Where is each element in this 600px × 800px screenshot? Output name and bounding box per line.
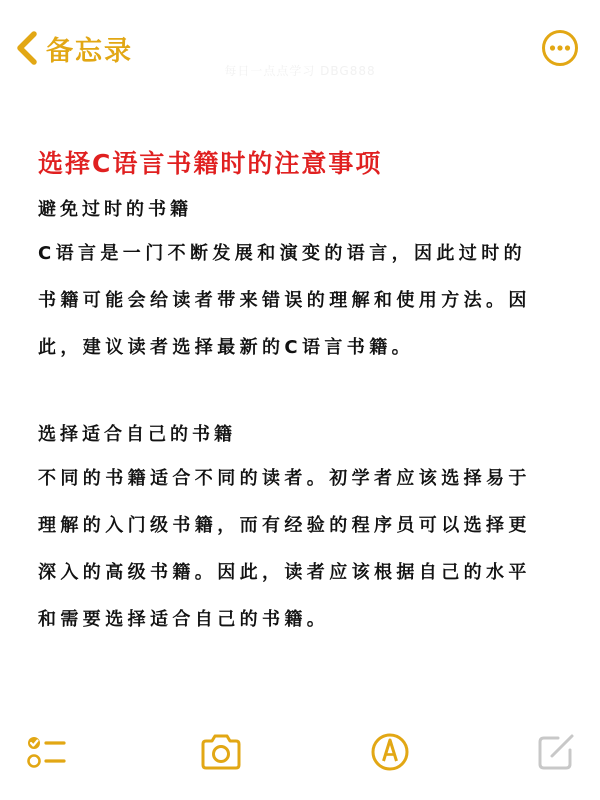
checklist-icon bbox=[22, 728, 70, 776]
section-heading: 选择适合自己的书籍 bbox=[38, 424, 236, 445]
paragraph-line: 理解的入门级书籍，而有经验的程序员可以选择更 bbox=[38, 515, 531, 536]
note-content[interactable] bbox=[38, 142, 568, 643]
paragraph-line: 书籍可能会给读者带来错误的理解和使用方法。因 bbox=[38, 290, 531, 311]
paragraph-line: 和需要选择适合自己的书籍。 bbox=[38, 609, 330, 630]
paragraph-line: C语言是一门不断发展和演变的语言，因此过时的 bbox=[38, 243, 527, 264]
section-paragraph bbox=[38, 230, 568, 371]
note-title: 选择C语言书籍时的注意事项 bbox=[38, 149, 383, 178]
more-options-button[interactable] bbox=[540, 28, 580, 68]
ellipsis-circle-icon bbox=[540, 28, 580, 68]
paragraph-line: 深入的高级书籍。因此，读者应该根据自己的水平 bbox=[38, 562, 531, 583]
watermark-text: 每日一点点学习 DBG888 bbox=[224, 64, 376, 78]
back-button[interactable] bbox=[12, 22, 133, 74]
compose-button[interactable] bbox=[532, 728, 580, 776]
section-heading: 避免过时的书籍 bbox=[38, 199, 192, 220]
bottom-toolbar bbox=[0, 722, 600, 780]
paragraph-line: 不同的书籍适合不同的读者。初学者应该选择易于 bbox=[38, 468, 531, 489]
camera-button[interactable] bbox=[197, 728, 245, 776]
camera-icon bbox=[197, 728, 245, 776]
compose-icon bbox=[532, 728, 580, 776]
checklist-button[interactable] bbox=[22, 728, 70, 776]
paragraph-line: 此，建议读者选择最新的C语言书籍。 bbox=[38, 337, 415, 358]
chevron-left-icon bbox=[12, 28, 42, 68]
markup-pen-icon bbox=[366, 728, 414, 776]
section-paragraph bbox=[38, 455, 568, 643]
back-label: 备忘录 bbox=[46, 35, 133, 67]
markup-button[interactable] bbox=[366, 728, 414, 776]
